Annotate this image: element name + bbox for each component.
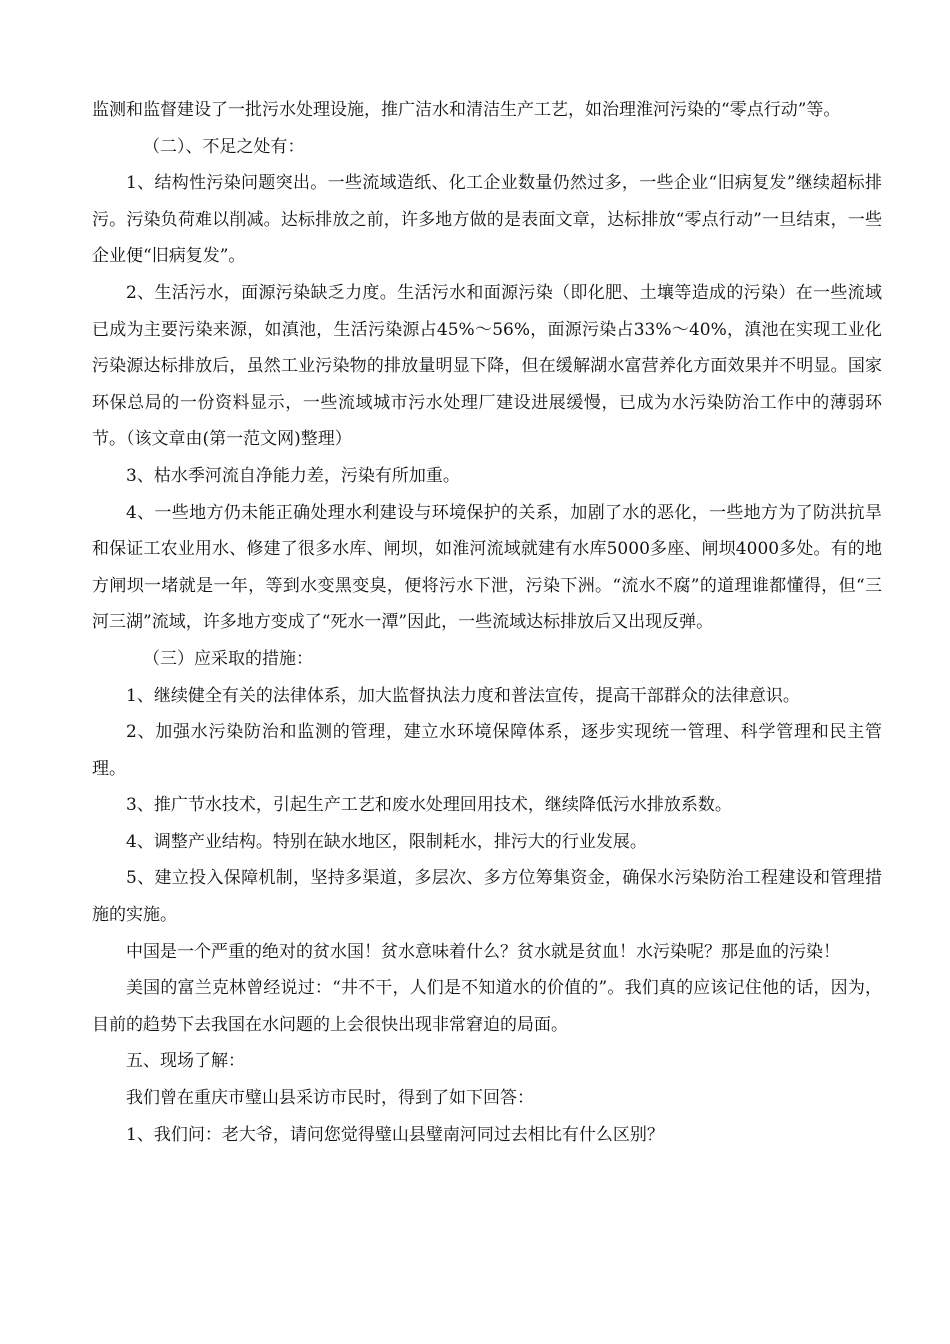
paragraph: 5、建立投入保障机制，坚持多渠道，多层次、多方位筹集资金，确保水污染防治工程建设和管理措施的实施。 — [92, 868, 882, 926]
paragraph: 美国的富兰克林曾经说过：“井不干，人们是不知道水的价值的”。我们真的应该记住他的话，因为，目前的趋势下去我国在水问题的上会很快出现非常窘迫的局面。 — [92, 978, 882, 1035]
paragraph: 3、枯水季河流自净能力差，污染有所加重。 — [126, 465, 460, 486]
document-body — [92, 92, 882, 1153]
paragraph: 1、继续健全有关的法律体系，加大监督执法力度和普法宣传，提高干部群众的法律意识。 — [126, 685, 800, 706]
paragraph: 1、我们问：老大爷，请问您觉得璧山县璧南河同过去相比有什么区别？ — [126, 1124, 664, 1145]
section-heading-shortcomings: （二）、不足之处有： — [143, 136, 305, 157]
section-heading-measures: （三）应采取的措施： — [143, 648, 313, 669]
paragraph: 中国是一个严重的绝对的贫水国！贫水意味着什么？贫水就是贫血！水污染呢？那是血的污染！ — [126, 941, 840, 962]
paragraph: 3、推广节水技术，引起生产工艺和废水处理回用技术，继续降低污水排放系数。 — [126, 795, 732, 816]
paragraph: 2、加强水污染防治和监测的管理，建立水环境保障体系，逐步实现统一管理、科学管理和民主管理。 — [92, 722, 882, 779]
paragraph: 我们曾在重庆市璧山县采访市民时，得到了如下回答： — [126, 1088, 534, 1109]
paragraph: 4、调整产业结构。特别在缺水地区，限制耗水，排污大的行业发展。 — [126, 831, 647, 852]
paragraph: 4、一些地方仍未能正确处理水利建设与环境保护的关系，加剧了水的恶化，一些地方为了防洪抗旱和保证工农业用水、修建了很多水库、闸坝，如淮河流域就建有水库5000多座、闸坝4000多处。有的地方闸坝一堵就是一年，等到水变黑变臭，便将污水下泄，污染下洲。“流水不腐”的道理谁都懂得，但“三河三湖”流域，许多地方变成了“死水一潭”因此，一些流域达标排放后又出现反弹。 — [92, 502, 882, 633]
section-heading-field-survey: 五、现场了解： — [126, 1051, 245, 1072]
paragraph-continuation: 监测和监督建设了一批污水处理设施，推广洁水和清洁生产工艺，如治理淮河污染的“零点行动”等。 — [92, 100, 841, 120]
paragraph: 2、生活污水，面源污染缺乏力度。生活污水和面源污染（即化肥、土壤等造成的污染）在一些流域已成为主要污染来源，如滇池，生活污染源占45%～56%，面源污染占33%～40%，滇池在实现工业化污染源达标排放后，虽然工业污染物的排放量明显下降，但在缓解湖水富营养化方面效果并不明显。国家环保总局的一份资料显示，一些流域城市污水处理厂建设进展缓慢，已成为水污染防治工作中的薄弱环节。（该文章由(第一范文网)整理） — [92, 282, 882, 450]
paragraph: 1、结构性污染问题突出。一些流域造纸、化工企业数量仍然过多，一些企业“旧病复发”继续超标排污。污染负荷难以削减。达标排放之前，许多地方做的是表面文章，达标排放“零点行动”一旦结束，一些企业便“旧病复发”。 — [92, 173, 882, 267]
